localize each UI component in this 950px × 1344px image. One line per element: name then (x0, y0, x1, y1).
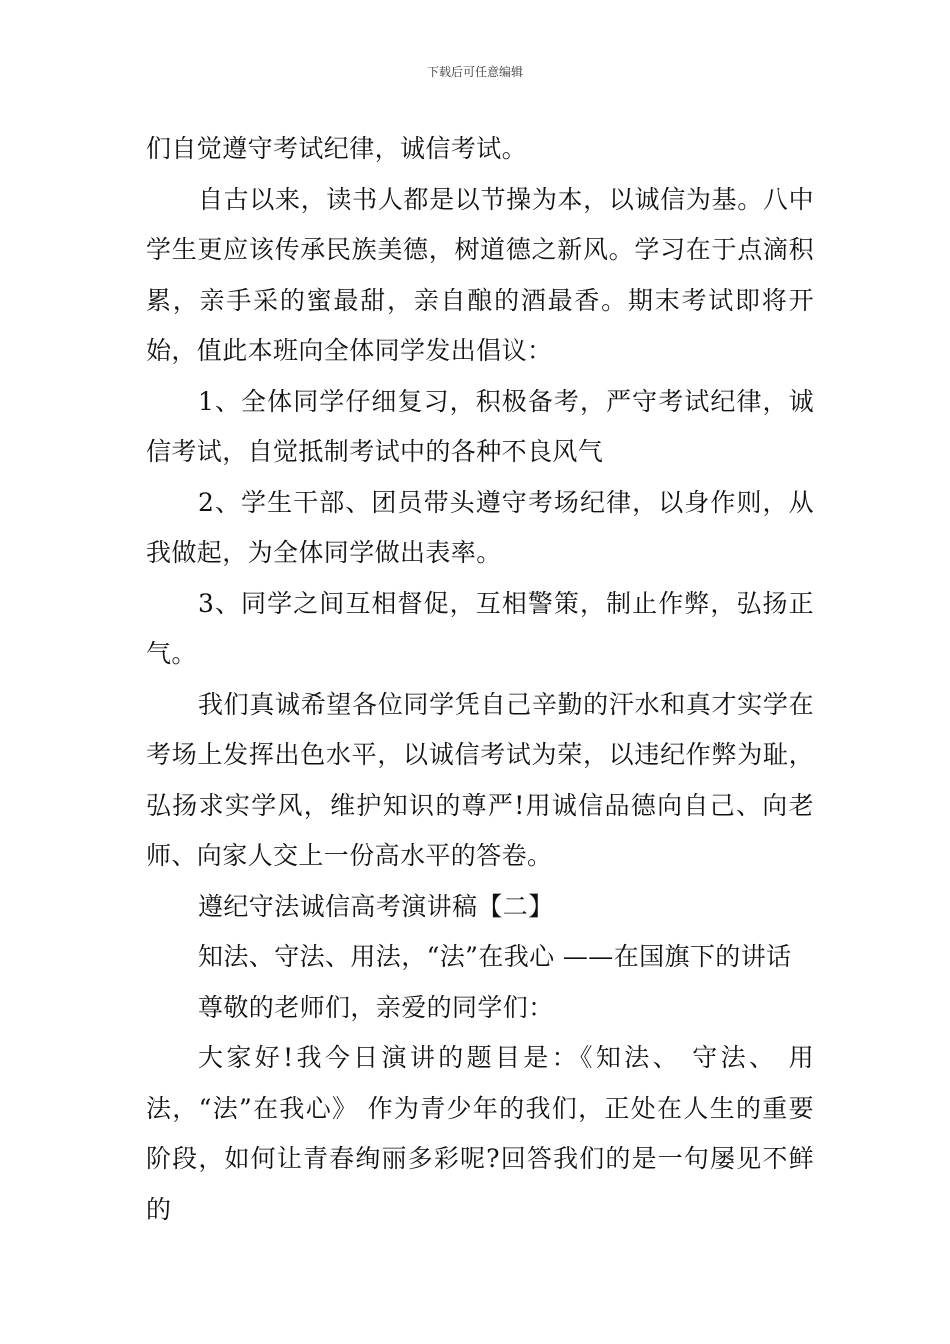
document-body (146, 124, 814, 1235)
paragraph-item-3: 3、同学之间互相督促，互相警策，制止作弊，弘扬正气。 (146, 588, 814, 668)
paragraph-item-2: 2、学生干部、团员带头遵守考场纪律，以身作则，从我做起，为全体同学做出表率。 (146, 487, 814, 567)
page-header-note: 下载后可任意编辑 (426, 65, 523, 79)
section-heading: 遵纪守法诚信高考演讲稿【二】 (198, 891, 554, 921)
paragraph-item-1: 1、全体同学仔细复习，积极备考，严守考试纪律，诚信考试，自觉抵制考试中的各种不良风气 (146, 386, 814, 466)
paragraph-closing-appeal: 我们真诚希望各位同学凭自己辛勤的汗水和真才实学在考场上发挥出色水平，以诚信考试为荣，以违纪作弊为耻，弘扬求实学风，维护知识的尊严!用诚信品德向自己、向老师、向家人交上一份高水平的答卷。 (146, 689, 814, 870)
speech-opening: 大家好!我今日演讲的题目是：《知法、 守法、 用法，“法”在我心》 作为青少年的我们，正处在人生的重要阶段，如何让青春绚丽多彩呢?回答我们的是一句屡见不鲜的 (146, 1043, 814, 1224)
paragraph-integrity-intro: 自古以来，读书人都是以节操为本，以诚信为基。八中学生更应该传承民族美德，树道德之新风。学习在于点滴积累，亲手采的蜜最甜，亲自酿的酒最香。期末考试即将开始，值此本班向全体同学发出倡议： (146, 184, 814, 365)
speech-title: 知法、守法、用法，“法”在我心 ——在国旗下的讲话 (198, 942, 792, 971)
speech-salutation: 尊敬的老师们，亲爱的同学们： (198, 992, 554, 1022)
paragraph-continuation: 们自觉遵守考试纪律，诚信考试。 (146, 134, 528, 163)
